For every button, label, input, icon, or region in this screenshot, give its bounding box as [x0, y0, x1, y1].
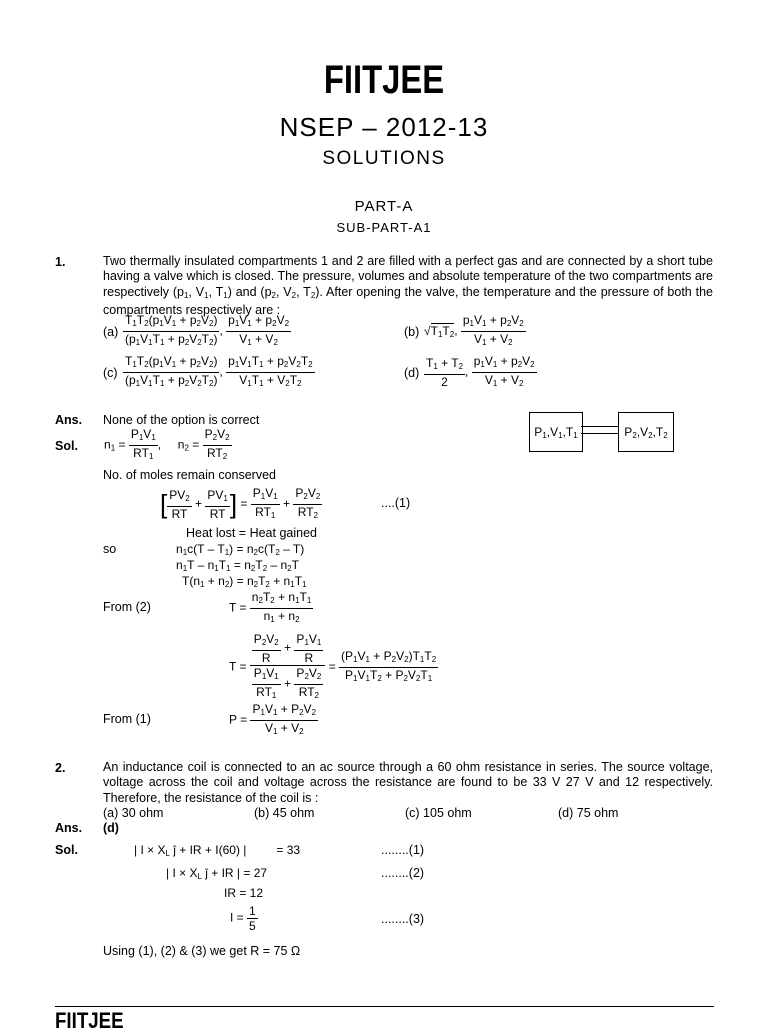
- q1-ans-label: Ans.: [55, 413, 83, 427]
- connecting-tube: [581, 426, 618, 434]
- q2-tag-1: ........(1): [381, 843, 425, 857]
- q2-option-a: (a) 30 ohm: [103, 806, 164, 820]
- t-equation-2: T = $\frac{P_2V_2}{R}$ + $\frac{P_1V_1}{R}$ $\frac{P_1V_1}{RT_1}$ + $\frac{P_2V_2}{RT_2}$ = $\frac{(P_1V_1 + P_2V_2)T_1T_2}{P_1V_1T_2 + P_2V_2T_1}$: [229, 632, 437, 700]
- q1-option-a-label: (a): [103, 325, 119, 339]
- moles-conserved-text: No. of moles remain conserved: [103, 468, 276, 482]
- q1-ans-text: None of the option is correct: [103, 413, 260, 427]
- compartment-1-box: $P_1,V_1,T_1$: [529, 412, 583, 452]
- q2-option-b: (b) 45 ohm: [254, 806, 315, 820]
- equation-1: [ $\frac{PV_2}{RT}$ + $\frac{PV_1}{RT}$ ] = $\frac{P_1V_1}{RT_1}$ + $\frac{P_2V_2}{RT_2}$: [160, 486, 321, 521]
- heat-balance-text: Heat lost = Heat gained: [186, 526, 317, 540]
- q2-ir-equation: IR = 12: [224, 886, 264, 900]
- q1-text: Two thermally insulated compartments 1 and 2 are filled with a perfect gas and are connected by a short tube having a valve which is closed. The pressure, volumes and absolute temperature of the two compartments are respectively ($p_1$, $V_1$, $T_1$) and ($p_2$, $V_2$, $T_2$). After opening the valve, the temperature and the pressure of both the compartments respectively are :: [103, 254, 713, 317]
- q1-n1-equation: $n_1$ = $\frac{P_1V_1}{RT_1}$ , $n_2$ = $\frac{P_2V_2}{RT_2}$: [104, 427, 230, 461]
- part-heading: PART-A: [354, 198, 414, 215]
- heat-eq-line-3: $T(n_1 + n_2) = n_2T_2 + n_1T_1$: [182, 574, 307, 589]
- q1-option-c-label: (c): [103, 366, 118, 380]
- q2-ans-text: (d): [103, 821, 119, 835]
- q2-current-equation: I = $\frac{1}{5}$: [230, 904, 256, 933]
- from-2-label: From (2): [103, 600, 151, 614]
- eq1-tag: ....(1): [381, 496, 411, 510]
- q2-sol-label: Sol.: [55, 843, 78, 857]
- page-logo: FIITJEE: [323, 58, 445, 102]
- q2-option-d: (d) 75 ohm: [558, 806, 619, 820]
- q2-text: An inductance coil is connected to an ac source through a 60 ohm resistance in series. The source voltage, voltage across the coil and voltage across the resistance are found to be 33 V 27 V and 12 respectively. Therefore, the resistance of the coil is :: [103, 760, 713, 805]
- q1-option-c: $\frac{T_1T_2(p_1V_1 + p_2V_2)}{(p_1V_1T_1 + p_2V_2T_2)}$ , $\frac{p_1V_1T_1 + p_2V_2T_2}{V_1T_1 + V_2T_2}$: [125, 354, 313, 388]
- heat-eq-line-1: $n_1c(T - T_1) = n_2c(T_2 - T)$: [176, 542, 305, 557]
- heat-eq-line-2: $n_1T - n_1T_1 = n_2T_2 - n_2T$: [176, 558, 299, 573]
- q2-option-c: (c) 105 ohm: [405, 806, 472, 820]
- t-equation-1: T = $\frac{n_2T_2 + n_1T_1}{n_1 + n_2}$: [229, 590, 312, 624]
- p-equation: P = $\frac{P_1V_1 + P_2V_2}{V_1 + V_2}$: [229, 702, 317, 736]
- q2-ans-label: Ans.: [55, 821, 83, 835]
- q1-sol-label: Sol.: [55, 439, 78, 453]
- subpart-heading: SUB-PART-A1: [336, 220, 432, 235]
- q1-option-b-label: (b): [404, 325, 420, 339]
- q2-equation-2: | $I \times X_L$ ĵ + IR | = 27: [166, 866, 268, 881]
- q1-option-d: $\frac{T_1 + T_2}{2}$ , $\frac{p_1V_1 + p_2V_2}{V_1 + V_2}$: [426, 354, 535, 389]
- q1-option-d-label: (d): [404, 366, 420, 380]
- q2-conclusion: Using (1), (2) & (3) we get R = 75 Ω: [103, 944, 301, 958]
- q1-option-b: $√T_1T_2$, $\frac{p_1V_1 + p_2V_2}{V_1 + V_2}$: [424, 313, 524, 347]
- q2-equation-1: | $I \times X_L$ ĵ + IR + I(60) | = 33: [134, 843, 301, 858]
- compartment-2-box: $P_2,V_2,T_2$: [618, 412, 674, 452]
- q1-number: 1.: [55, 255, 66, 269]
- page-subtitle: SOLUTIONS: [322, 148, 446, 169]
- q2-tag-2: ........(2): [381, 866, 425, 880]
- footer-logo: FIITJEE: [55, 1008, 124, 1033]
- q1-option-a: $\frac{T_1T_2(p_1V_1 + p_2V_2)}{(p_1V_1T_1 + p_2V_2T_2)}$ , $\frac{p_1V_1 + p_2V_2}{V_1 + V_2}$: [125, 313, 290, 347]
- page-title: NSEP – 2012-13: [279, 112, 489, 142]
- so-label: so: [103, 542, 117, 556]
- footer-divider: [55, 1006, 714, 1007]
- q2-number: 2.: [55, 761, 66, 775]
- q2-tag-3: ........(3): [381, 912, 425, 926]
- from-1-label: From (1): [103, 712, 151, 726]
